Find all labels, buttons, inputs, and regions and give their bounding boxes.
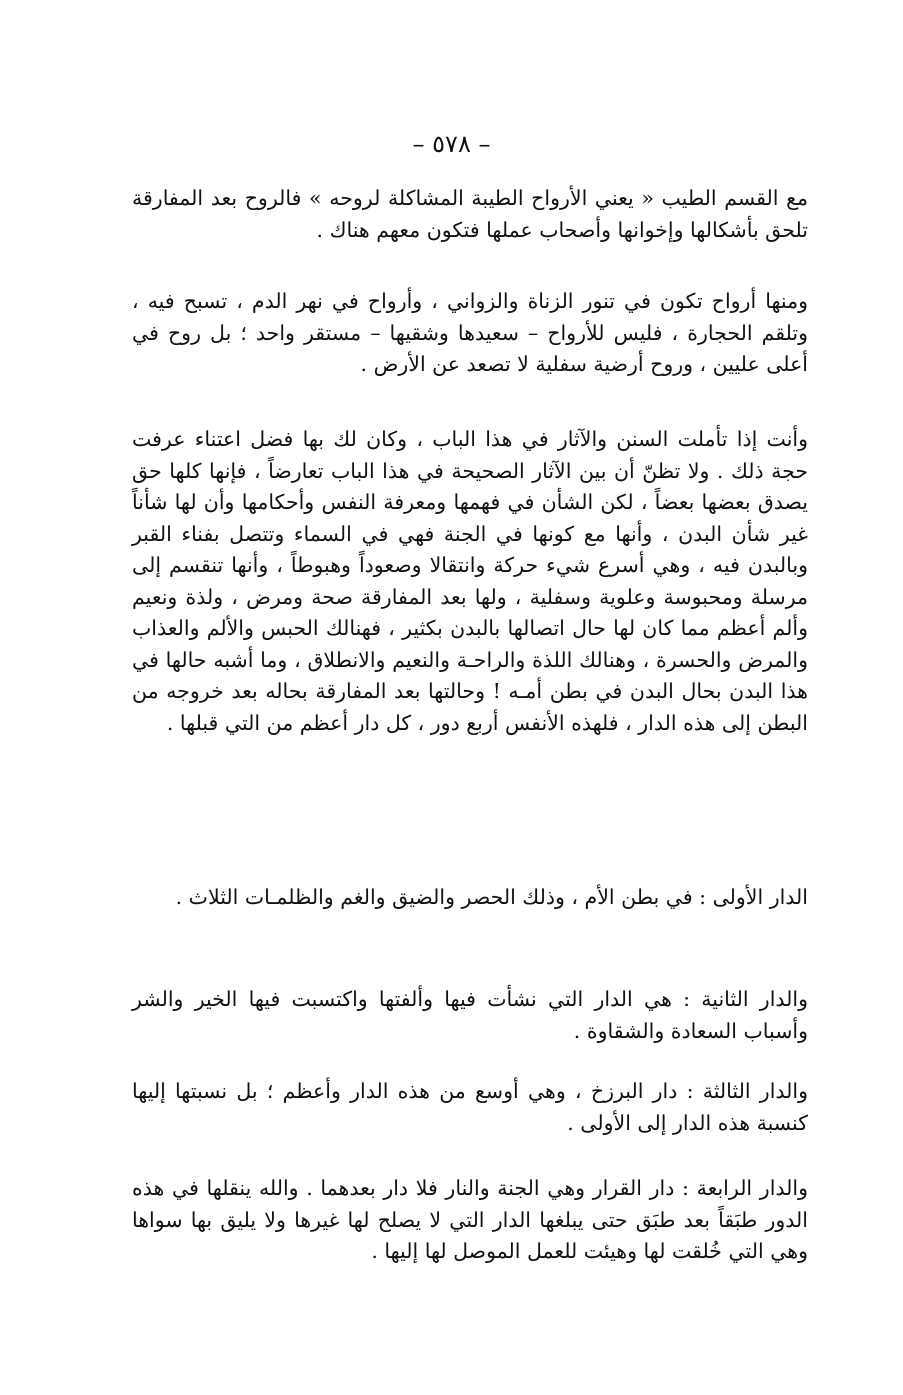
paragraph-2: ومنها أرواح تكون في تنور الزناة والزواني ، وأرواح في نهر الدم ، تسبح فيه ، وتلقم الحجارة ، فليس للأرواح – سعيدها وشقيها – مستقر واحد ؛ بل روح في أعلى عليين ، وروح أرضية سفلية لا تصعد عن الأرض .	[132, 289, 808, 376]
paragraph-4: الدار الأولى : في بطن الأم ، وذلك الحصر والضيق والغم والظلمـات الثلاث .	[175, 885, 808, 909]
paragraph-5: والدار الثانية : هي الدار التي نشأت فيها وألفتها واكتسبت فيها الخير والشر وأسباب السعادة والشقاوة .	[132, 987, 808, 1043]
paragraph-7: والدار الرابعة : دار القرار وهي الجنة والنار فلا دار بعدهما . والله ينقلها في هذه الدور طبَقاً بعد طبَق حتى يبلغها الدار التي لا يصلح لها غيرها ولا يليق بها سواها وهي التي خُلقت لها وهيئت للعمل الموصل لها إليها .	[132, 1176, 808, 1263]
page-number: – ٥٧٨ –	[412, 130, 491, 158]
paragraph-1: مع القسم الطيب « يعني الأرواح الطيبة المشاكلة لروحه » فالروح بعد المفارقة تلحق بأشكالها وإخوانها وأصحاب عملها فتكون معهم هناك .	[132, 186, 808, 242]
paragraph-6: والدار الثالثة : دار البرزخ ، وهي أوسع من هذه الدار وأعظم ؛ بل نسبتها إليها كنسبة هذه الدار إلى الأولى .	[132, 1079, 808, 1135]
paragraph-3: وأنت إذا تأملت السنن والآثار في هذا الباب ، وكان لك بها فضل اعتناء عرفت حجة ذلك . ولا تظنّ أن بين الآثار الصحيحة في هذا الباب تعارضاً ، فإنها كلها حق يصدق بعضها بعضاً ، لكن الشأن في فهمها ومعرفة النفس وأحكامها وأن لها شأناً غير شأن البدن ، وأنها مع كونها في الجنة فهي في السماء وتتصل بفناء القبر وبالبدن فيه ، وهي أسرع شيء حركة وانتقالا وصعوداً وهبوطاً ، وأنها تنقسم إلى مرسلة ومحبوسة وعلوية وسفلية ، ولها بعد المفارقة صحة ومرض ، ولذة ونعيم وألم أعظم مما كان لها حال اتصالها بالبدن بكثير ، فهنالك الحبس والألم والعذاب والمرض والحسرة ، وهنالك اللذة والراحـة والنعيم والانطلاق ، وما أشبه حالها في هذا البدن بحال البدن في بطن أمـه ! وحالتها بعد المفارقة بحاله بعد خروجه من البطن إلى هذه الدار ، فلهذه الأنفس أربع دور ، كل دار أعظم من التي قبلها .	[132, 427, 808, 735]
